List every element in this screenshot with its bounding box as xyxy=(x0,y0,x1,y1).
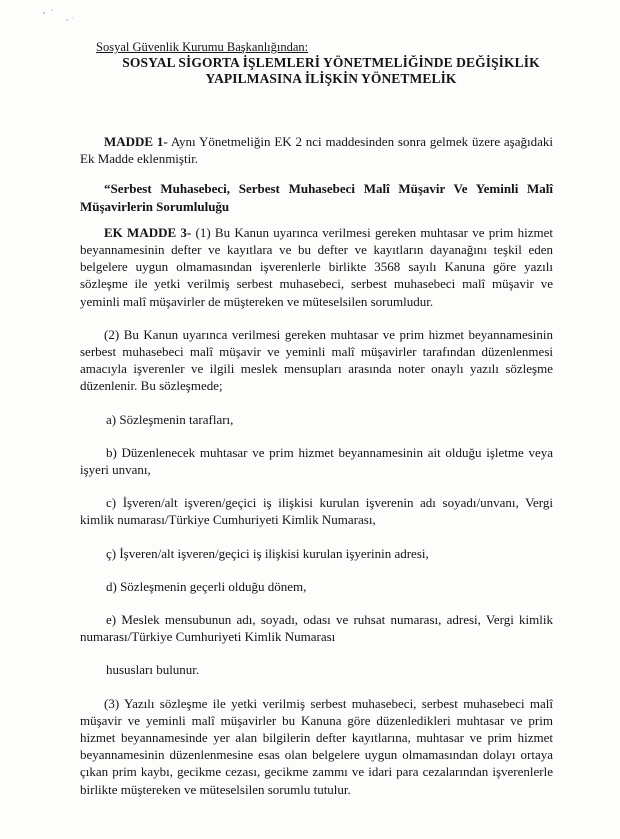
ek-3-paragraph-2: (2) Bu Kanun uyarınca verilmesi gereken muhtasar ve prim hizmet beyannamesinin serbest muhasebeci malî müşavir ve yeminli malî müşavirler tarafından düzenlenmesi amacıyla işverenler ve ilgili meslek mensupları arasında noter onaylı yazılı sözleşme düzenlenir. Bu sözleşmede; xyxy=(80,326,553,394)
list-closing: hususları bulunur. xyxy=(106,662,200,678)
document-body xyxy=(80,133,553,798)
regulation-title-line-2: YAPILMASINA İLİŞKİN YÖNETMELİK xyxy=(205,71,457,86)
list-item-a: a) Sözleşmenin tarafları, xyxy=(106,411,234,427)
document-header xyxy=(96,40,566,87)
regulation-title-line-1: SOSYAL SİGORTA İŞLEMLERİ YÖNETMELİĞİNDE DEĞİŞİKLİK xyxy=(122,55,540,70)
list-item-b: b) Düzenlenecek muhtasar ve prim hizmet beyannamesinin ait olduğu işletme veya işyeri unvanı, xyxy=(80,444,553,478)
article-1 xyxy=(80,133,553,167)
list-item-c: c) İşveren/alt işveren/geçici iş ilişkisi kurulan işverenin adı soyadı/unvanı, Vergi kimlik numarası/Türkiye Cumhuriyeti Kimlik Numarası, xyxy=(80,495,553,528)
ek-3-para-1-text: (1) Bu Kanun uyarınca verilmesi gereken muhtasar ve prim hizmet beyannamesinin defter ve kayıtlara ve bu defter ve kayıtların dayanağını teşkil eden belgelere uygun olmamasından işverenlerle birlikte 3568 sayılı Kanuna göre yazılı sözleşme ile yetki verilmiş serbest muhasebeci, serbest muhasebeci malî müşavir ve yeminli malî müşavirler de müştereken ve müteselsilen sorumludur. xyxy=(80,224,553,309)
list-item-d: d) Sözleşmenin geçerli olduğu dönem, xyxy=(106,578,307,594)
ek-article-title: “Serbest Muhasebeci, Serbest Muhasebeci Malî Müşavir Ve Yeminli Malî Müşavirlerin Sorumluluğu xyxy=(80,181,553,214)
issuing-authority: Sosyal Güvenlik Kurumu Başkanlığından: xyxy=(96,40,309,54)
ek-3-paragraph-1 xyxy=(80,224,553,310)
ek-3-paragraph-3: (3) Yazılı sözleşme ile yetki verilmiş serbest muhasebeci, serbest muhasebeci malî müşavir ve yeminli malî müşavirler bu Kanuna göre düzenledikleri muhtasar ve prim hizmet beyannamesinde yer alan bilgilerin defter kayıtlarına, muhtasar ve prim hizmet beyannamesinin düzenlenmesine esas olan belgelere uygun olmamasından dolayı ortaya çıkan prim kaybı, gecikme cezası, gecikme zammı ve idari para cezalarından işverenlerle birlikte müştereken ve müteselsilen sorumlu tutulur. xyxy=(80,695,553,797)
list-item-c-cedilla: ç) İşveren/alt işveren/geçici iş ilişkisi kurulan işyerinin adresi, xyxy=(106,545,429,561)
ek-3-label: EK MADDE 3- xyxy=(104,224,192,240)
list-item-e: e) Meslek mensubunun adı, soyadı, odası ve ruhsat numarası, adresi, Vergi kimlik numarası/Türkiye Cumhuriyeti Kimlik Numarası xyxy=(80,612,553,645)
article-1-label: MADDE 1- xyxy=(104,134,168,149)
article-1-text: Aynı Yönetmeliğin EK 2 nci maddesinden sonra gelmek üzere aşağıdaki Ek Madde eklenmiştir. xyxy=(80,134,553,167)
